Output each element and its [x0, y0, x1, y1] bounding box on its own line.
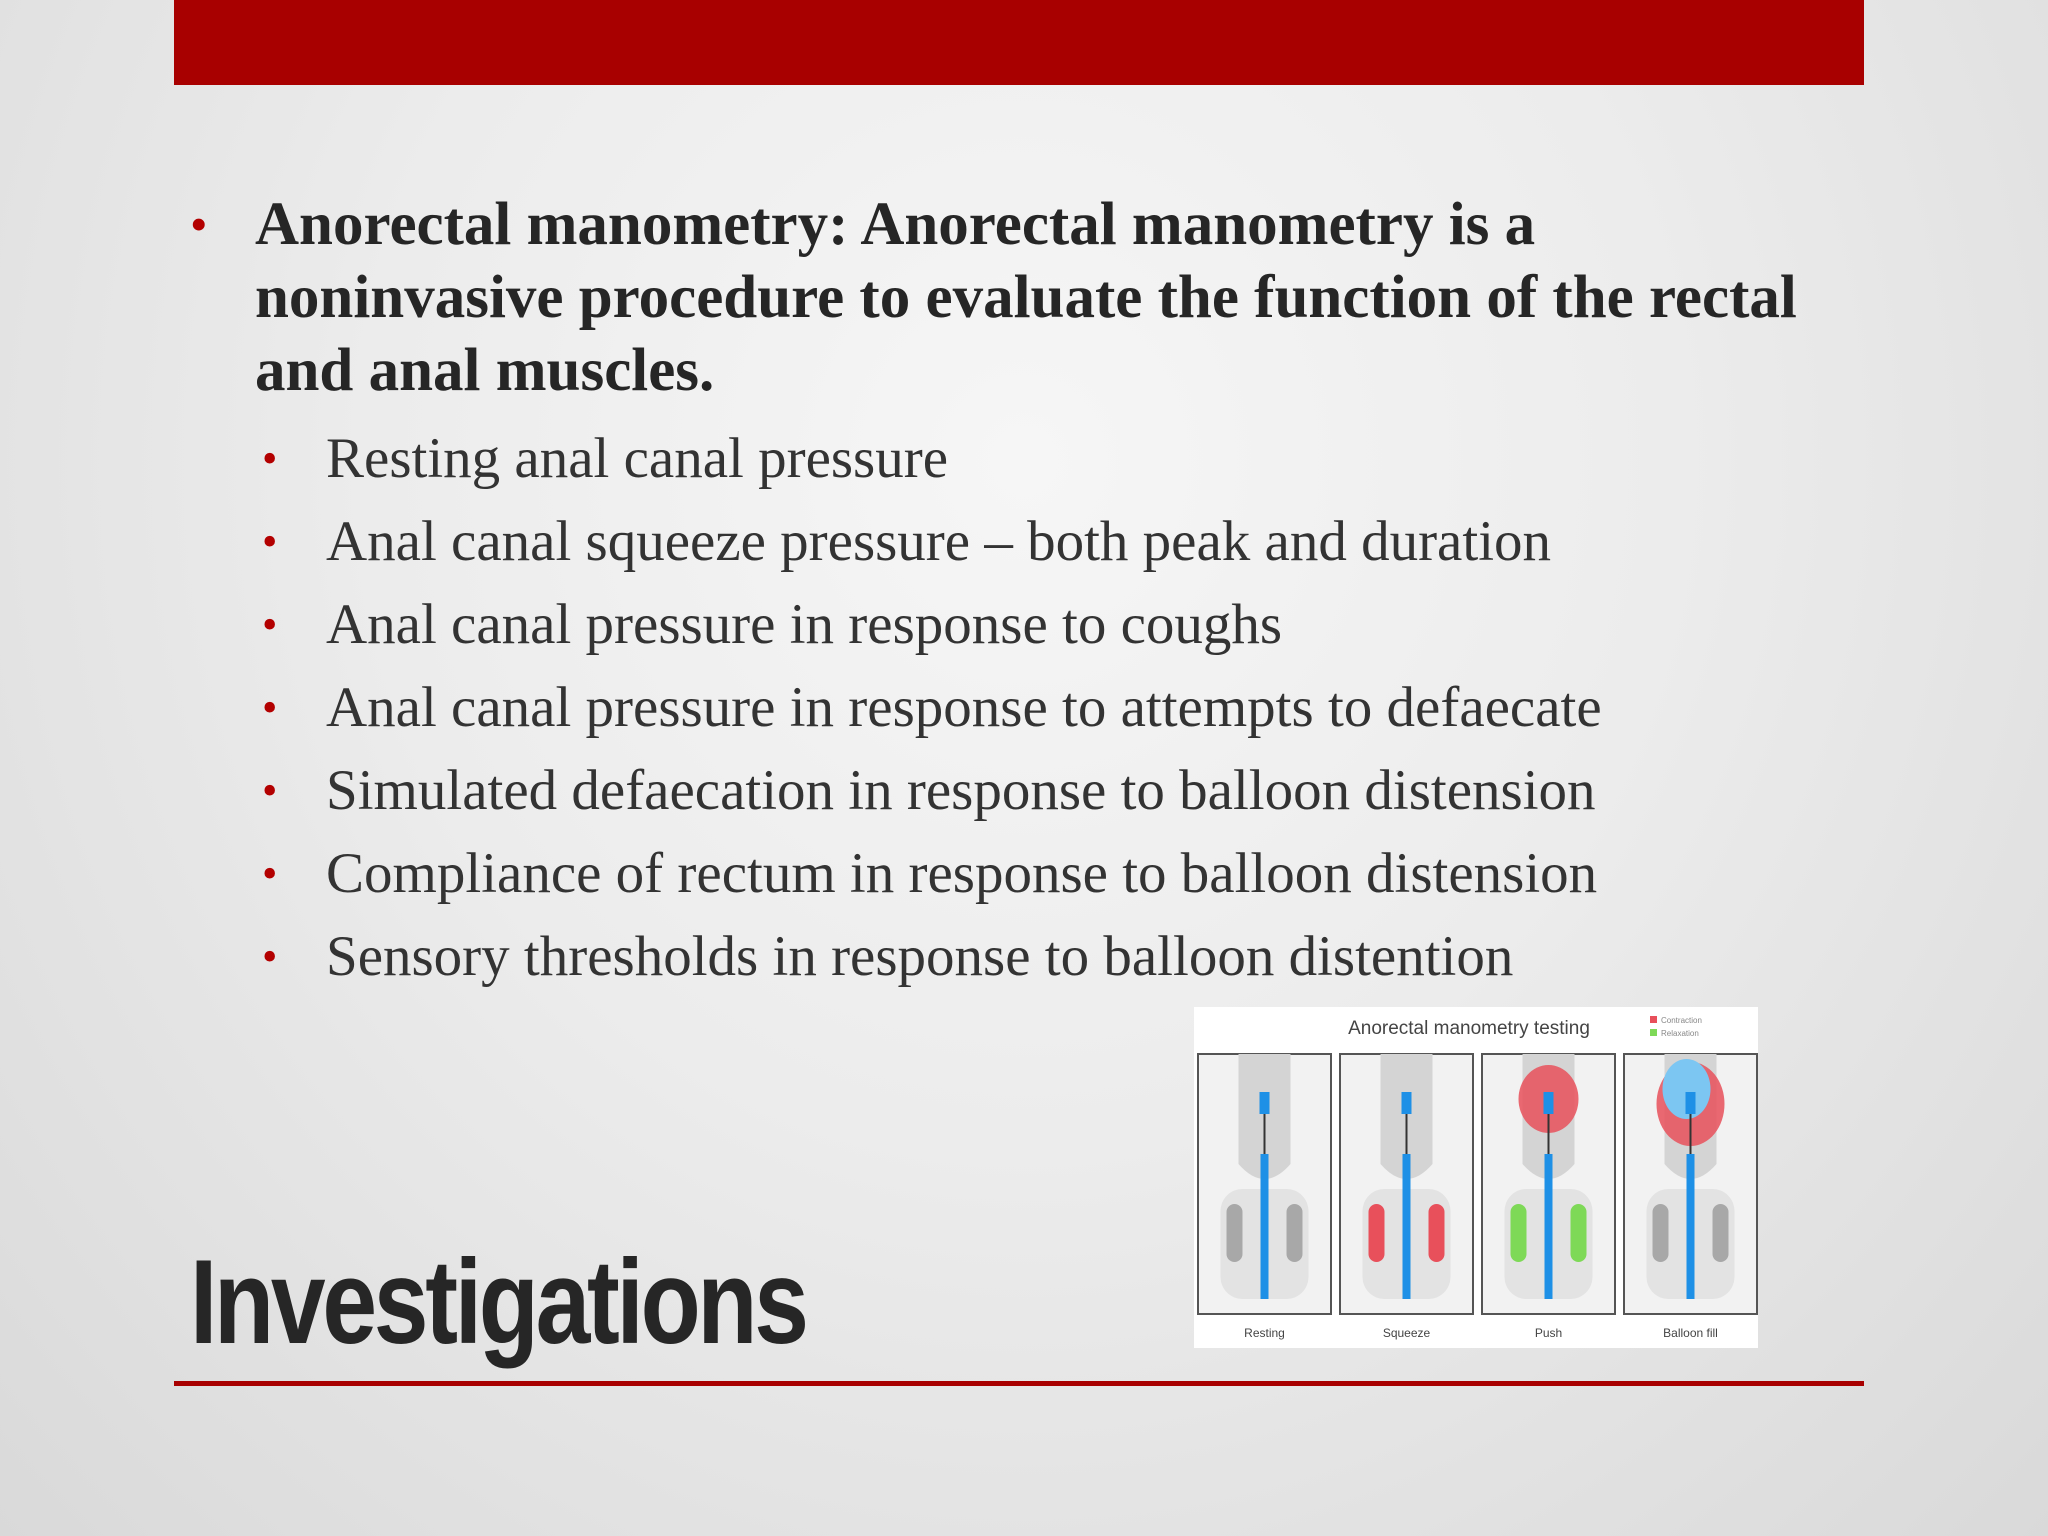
sub-bullet-item — [188, 832, 1828, 915]
panel-rest — [1198, 1054, 1331, 1314]
sub-bullet-text: Anal canal pressure in response to coughs — [326, 593, 1283, 656]
probe-tip — [1544, 1092, 1554, 1114]
sub-bullet-text: Resting anal canal pressure — [326, 427, 949, 490]
sub-bullet-text: Anal canal squeeze pressure – both peak and duration — [326, 510, 1552, 573]
probe-tip — [1402, 1092, 1412, 1114]
sub-bullet-item — [188, 749, 1828, 832]
bullet-marker: • — [262, 849, 278, 898]
legend-swatch-contraction — [1650, 1016, 1657, 1023]
sphincter-left — [1511, 1204, 1527, 1262]
panel-contraction — [1340, 1054, 1473, 1314]
sphincter-right — [1429, 1204, 1445, 1262]
sphincter-left — [1653, 1204, 1669, 1262]
bullet-marker: • — [262, 766, 278, 815]
sub-bullet-text: Anal canal pressure in response to attempts to defaecate — [326, 676, 1602, 739]
probe-catheter — [1403, 1154, 1411, 1299]
sub-bullet-item — [188, 417, 1828, 500]
bullet-marker: • — [262, 434, 278, 483]
bullet-marker: • — [190, 196, 208, 252]
slide-body — [188, 188, 1828, 998]
legend-label-contraction: Contraction — [1661, 1016, 1702, 1025]
bottom-accent-line — [174, 1381, 1864, 1386]
probe-tip — [1686, 1092, 1696, 1114]
slide-title: Investigations — [190, 1235, 806, 1369]
sub-bullet-list — [188, 417, 1828, 998]
bullet-marker: • — [262, 683, 278, 732]
panel-balloon — [1624, 1054, 1757, 1314]
figure-legend — [1650, 1016, 1702, 1038]
main-bullet-text: Anorectal manometry: Anorectal manometry is a noninvasive procedure to evaluate the function of the rectal and anal muscles. — [255, 191, 1797, 404]
figure-title: Anorectal manometry testing — [1348, 1018, 1590, 1039]
probe-tip — [1260, 1092, 1270, 1114]
probe-catheter — [1687, 1154, 1695, 1299]
manometry-diagram — [1194, 1007, 1758, 1348]
sub-bullet-item — [188, 915, 1828, 998]
main-bullet — [188, 188, 1828, 407]
figure-panels — [1198, 1054, 1757, 1340]
bullet-marker: • — [262, 600, 278, 649]
panel-label: Resting — [1244, 1326, 1285, 1340]
sub-bullet-item — [188, 666, 1828, 749]
sphincter-right — [1713, 1204, 1729, 1262]
top-accent-bar — [174, 0, 1864, 85]
sub-bullet-text: Simulated defaecation in response to balloon distension — [326, 759, 1596, 822]
panel-relaxation — [1482, 1054, 1615, 1314]
legend-label-relaxation: Relaxation — [1661, 1029, 1699, 1038]
sphincter-left — [1369, 1204, 1385, 1262]
legend-swatch-relaxation — [1650, 1029, 1657, 1036]
panel-label: Push — [1534, 1326, 1563, 1340]
probe-catheter — [1261, 1154, 1269, 1299]
manometry-figure — [1194, 1007, 1758, 1348]
sub-bullet-text: Compliance of rectum in response to balloon distension — [326, 842, 1598, 905]
sub-bullet-item — [188, 500, 1828, 583]
sub-bullet-item — [188, 583, 1828, 666]
panel-label: Balloon fill — [1663, 1326, 1718, 1340]
sub-bullet-text: Sensory thresholds in response to balloon distention — [326, 925, 1514, 988]
probe-catheter — [1545, 1154, 1553, 1299]
bullet-marker: • — [262, 517, 278, 566]
sphincter-left — [1227, 1204, 1243, 1262]
sphincter-right — [1571, 1204, 1587, 1262]
panel-label: Squeeze — [1382, 1326, 1431, 1340]
bullet-marker: • — [262, 932, 278, 981]
sphincter-right — [1287, 1204, 1303, 1262]
